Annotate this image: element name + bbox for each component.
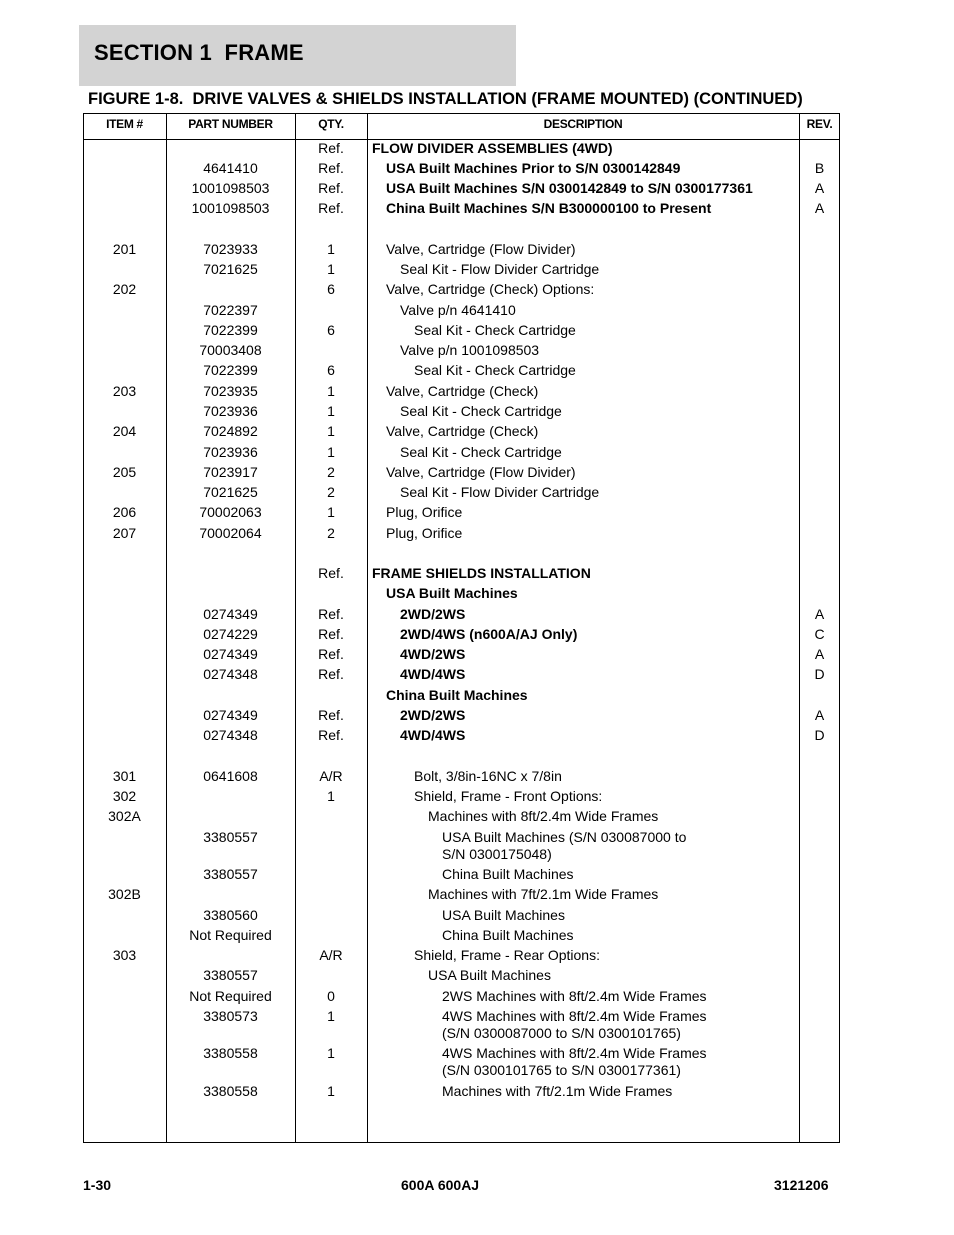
part-number-cell: 4641410 [203,160,258,176]
quantity-cell: 2 [327,464,335,480]
description-cell: USA Built Machines (S/N 030087000 to [442,829,687,845]
model-name: 600A 600AJ [401,1177,480,1193]
item-number-cell: 303 [112,947,137,963]
quantity-cell: 6 [327,362,335,378]
description-cell: 4WD/4WS [400,666,466,682]
description-cell: Seal Kit - Check Cartridge [414,362,576,378]
item-number-cell: 301 [112,768,137,784]
description-cell: FLOW DIVIDER ASSEMBLIES (4WD) [372,140,613,156]
description-cell: USA Built Machines S/N 0300142849 to S/N 0300177361 [386,180,753,196]
part-number-cell: 7022397 [203,302,258,318]
quantity-cell: 1 [327,1008,335,1024]
part-number-cell: 7023935 [203,383,258,399]
description-cell: 2WD/2WS [400,606,466,622]
quantity-cell: 0 [327,988,335,1004]
description-cell: Machines with 7ft/2.1m Wide Frames [442,1083,673,1099]
part-number-cell: 7023936 [203,403,258,419]
column-divider [367,113,368,1143]
quantity-cell: 6 [327,322,335,338]
description-cell: Seal Kit - Check Cartridge [414,322,576,338]
quantity-cell: 1 [327,504,335,520]
item-number-cell: 201 [112,241,137,257]
quantity-cell: 1 [327,1045,335,1061]
quantity-cell: 1 [327,383,335,399]
part-number-cell: 7023933 [203,241,258,257]
description-cell: 2WS Machines with 8ft/2.4m Wide Frames [442,988,707,1004]
quantity-cell: Ref. [318,626,344,642]
description-cell: FRAME SHIELDS INSTALLATION [372,565,591,581]
description-cell: China Built Machines [442,927,574,943]
description-cell: Valve, Cartridge (Check) [386,383,539,399]
item-number-cell: 203 [112,383,137,399]
part-number-cell: 7022399 [203,362,258,378]
revision-cell: A [814,707,825,723]
description-cell: Valve p/n 1001098503 [400,342,540,358]
part-number-cell: Not Required [189,988,272,1004]
part-number-cell: 0274349 [203,646,258,662]
description-cell: Shield, Frame - Front Options: [414,788,603,804]
part-number-cell: 7023936 [203,444,258,460]
part-number-cell: 3380558 [203,1045,258,1061]
description-cell: 4WD/4WS [400,727,466,743]
item-number-cell: 204 [112,423,137,439]
description-cell: Seal Kit - Flow Divider Cartridge [400,261,600,277]
document-number: 3121206 [774,1177,829,1193]
part-number-cell: 0274349 [203,707,258,723]
description-cell: 4WS Machines with 8ft/2.4m Wide Frames [442,1045,707,1061]
quantity-cell: Ref. [318,707,344,723]
description-cell: 4WS Machines with 8ft/2.4m Wide Frames [442,1008,707,1024]
quantity-cell: A/R [319,768,343,784]
quantity-cell: Ref. [318,140,344,156]
description-cell: China Built Machines [442,866,574,882]
quantity-cell: 2 [327,484,335,500]
part-number-cell: 7024892 [203,423,258,439]
part-number-cell: 3380557 [203,829,258,845]
part-number-cell: 3380557 [203,967,258,983]
description-cell: Bolt, 3/8in-16NC x 7/8in [414,768,562,784]
description-cell: Plug, Orifice [386,504,463,520]
quantity-cell: 1 [327,423,335,439]
quantity-cell: 2 [327,525,335,541]
part-number-cell: 70002064 [199,525,262,541]
description-cell: USA Built Machines [442,907,565,923]
description-cell: Valve p/n 4641410 [400,302,516,318]
description-cell-continuation: (S/N 0300087000 to S/N 0300101765) [442,1025,681,1041]
description-cell: Seal Kit - Check Cartridge [400,444,562,460]
quantity-cell: Ref. [318,666,344,682]
description-cell: Valve, Cartridge (Check) Options: [386,281,595,297]
column-header-rev: REV. [806,117,833,131]
quantity-cell: 1 [327,1083,335,1099]
item-number-cell: 207 [112,525,137,541]
description-cell: USA Built Machines [428,967,551,983]
description-cell: Valve, Cartridge (Check) [386,423,539,439]
quantity-cell: Ref. [318,200,344,216]
description-cell: China Built Machines S/N B300000100 to Present [386,200,712,216]
description-cell: USA Built Machines Prior to S/N 0300142849 [386,160,681,176]
item-number-cell: 202 [112,281,137,297]
revision-cell: D [814,727,825,743]
description-cell-continuation: S/N 0300175048) [442,846,552,862]
column-header-qty: QTY. [318,117,344,131]
description-cell: USA Built Machines [386,585,518,601]
revision-cell: D [814,666,825,682]
description-cell: China Built Machines [386,687,528,703]
part-number-cell: 3380573 [203,1008,258,1024]
description-cell: Valve, Cartridge (Flow Divider) [386,464,576,480]
description-cell: Plug, Orifice [386,525,463,541]
description-cell: Machines with 7ft/2.1m Wide Frames [428,886,659,902]
description-cell: 2WD/4WS (n600A/AJ Only) [400,626,578,642]
part-number-cell: 7023917 [203,464,258,480]
figure-title: FIGURE 1-8. DRIVE VALVES & SHIELDS INSTALLATION (FRAME MOUNTED) (CONTINUED) [88,90,803,108]
quantity-cell: Ref. [318,160,344,176]
revision-cell: A [814,606,825,622]
quantity-cell: A/R [319,947,343,963]
quantity-cell: Ref. [318,606,344,622]
part-number-cell: 3380558 [203,1083,258,1099]
revision-cell: C [814,626,825,642]
part-number-cell: 70002063 [199,504,262,520]
column-header-item: ITEM # [106,117,143,131]
part-number-cell: 7021625 [203,261,258,277]
part-number-cell: 0274348 [203,666,258,682]
revision-cell: A [814,646,825,662]
quantity-cell: 6 [327,281,335,297]
part-number-cell: Not Required [189,927,272,943]
quantity-cell: 1 [327,241,335,257]
item-number-cell: 302B [108,886,141,902]
part-number-cell: 7022399 [203,322,258,338]
part-number-cell: 0274348 [203,727,258,743]
column-header-part-number: PART NUMBER [188,117,273,131]
part-number-cell: 0641608 [203,768,258,784]
item-number-cell: 206 [112,504,137,520]
part-number-cell: 3380557 [203,866,258,882]
quantity-cell: Ref. [318,646,344,662]
column-header-description: DESCRIPTION [543,117,623,131]
quantity-cell: Ref. [318,565,344,581]
part-number-cell: 3380560 [203,907,258,923]
quantity-cell: 1 [327,444,335,460]
part-number-cell: 0274349 [203,606,258,622]
section-title: SECTION 1 FRAME [94,40,304,65]
quantity-cell: Ref. [318,180,344,196]
item-number-cell: 302 [112,788,137,804]
description-cell: 4WD/2WS [400,646,466,662]
description-cell-continuation: (S/N 0300101765 to S/N 0300177361) [442,1062,681,1078]
part-number-cell: 1001098503 [191,200,270,216]
description-cell: Machines with 8ft/2.4m Wide Frames [428,808,659,824]
part-number-cell: 70003408 [199,342,262,358]
revision-cell: A [814,180,825,196]
description-cell: Seal Kit - Flow Divider Cartridge [400,484,600,500]
item-number-cell: 205 [112,464,137,480]
part-number-cell: 1001098503 [191,180,270,196]
revision-cell: A [814,200,825,216]
item-number-cell: 302A [108,808,141,824]
part-number-cell: 7021625 [203,484,258,500]
page-number: 1-30 [83,1177,112,1193]
quantity-cell: Ref. [318,727,344,743]
description-cell: Seal Kit - Check Cartridge [400,403,562,419]
part-number-cell: 0274229 [203,626,258,642]
revision-cell: B [814,160,825,176]
description-cell: Shield, Frame - Rear Options: [414,947,600,963]
quantity-cell: 1 [327,403,335,419]
description-cell: Valve, Cartridge (Flow Divider) [386,241,576,257]
description-cell: 2WD/2WS [400,707,466,723]
quantity-cell: 1 [327,261,335,277]
quantity-cell: 1 [327,788,335,804]
